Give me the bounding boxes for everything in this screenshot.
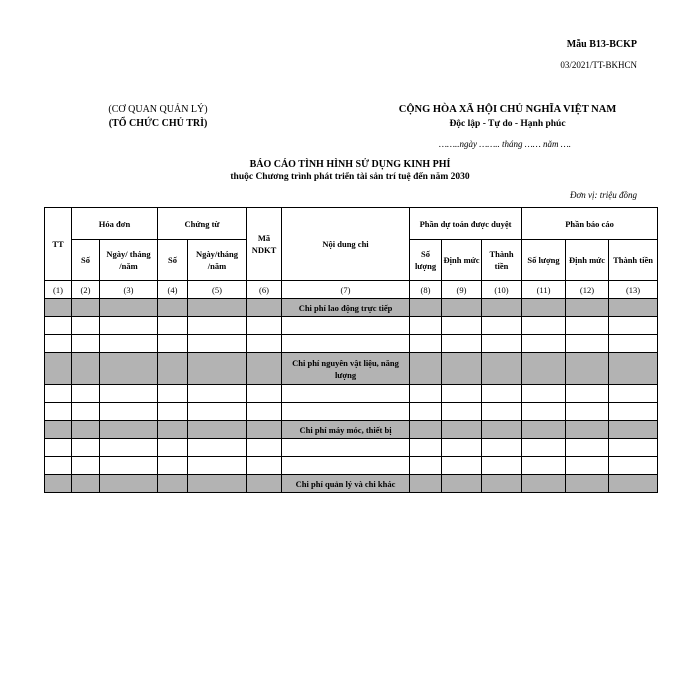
index-cell: (11) bbox=[522, 281, 566, 299]
index-cell: (6) bbox=[247, 281, 282, 299]
section-label: Chi phí lao động trực tiếp bbox=[282, 299, 410, 317]
table-row bbox=[45, 385, 658, 403]
index-cell: (10) bbox=[482, 281, 522, 299]
circular-number: 03/2021/TT-BKHCN bbox=[560, 60, 637, 70]
index-cell: (13) bbox=[609, 281, 658, 299]
col-voucher-date: Ngày/tháng /năm bbox=[188, 240, 247, 281]
col-report-amount: Thành tiền bbox=[609, 240, 658, 281]
agency-block bbox=[98, 103, 218, 131]
col-report-norm: Định mức bbox=[566, 240, 609, 281]
index-cell: (5) bbox=[188, 281, 247, 299]
expense-report-table bbox=[44, 207, 658, 493]
date-line: ……..ngày …….. tháng …… năm …. bbox=[438, 139, 571, 149]
col-budget-qty: Số lượng bbox=[410, 240, 442, 281]
index-cell: (12) bbox=[566, 281, 609, 299]
index-cell: (1) bbox=[45, 281, 72, 299]
index-cell: (7) bbox=[282, 281, 410, 299]
index-row bbox=[45, 281, 658, 299]
col-invoice-no: Số bbox=[72, 240, 100, 281]
section-row-management bbox=[45, 475, 658, 493]
agency-line-1: (CƠ QUAN QUẢN LÝ) bbox=[108, 104, 208, 115]
index-cell: (4) bbox=[158, 281, 188, 299]
table-row bbox=[45, 317, 658, 335]
section-row-equipment bbox=[45, 421, 658, 439]
title-line-1: BÁO CÁO TÌNH HÌNH SỬ DỤNG KINH PHÍ bbox=[249, 159, 451, 170]
nation-name: CỘNG HÒA XÃ HỘI CHỦ NGHĨA VIỆT NAM bbox=[398, 104, 617, 115]
table-row bbox=[45, 403, 658, 421]
national-motto bbox=[390, 103, 625, 131]
col-ndkt: Mã NDKT bbox=[247, 208, 282, 281]
group-report: Phần báo cáo bbox=[522, 208, 658, 240]
index-cell: (2) bbox=[72, 281, 100, 299]
section-row-materials bbox=[45, 353, 658, 385]
section-label: Chi phí máy móc, thiết bị bbox=[282, 421, 410, 439]
col-voucher-no: Số bbox=[158, 240, 188, 281]
col-invoice-date: Ngày/ tháng /năm bbox=[100, 240, 158, 281]
group-voucher: Chứng từ bbox=[158, 208, 247, 240]
index-cell: (8) bbox=[410, 281, 442, 299]
col-budget-norm: Định mức bbox=[442, 240, 482, 281]
group-budget: Phần dự toán được duyệt bbox=[410, 208, 522, 240]
col-budget-amount: Thành tiền bbox=[482, 240, 522, 281]
form-code: Mẫu B13-BCKP bbox=[566, 39, 637, 50]
table-row bbox=[45, 439, 658, 457]
col-tt: TT bbox=[45, 208, 72, 281]
agency-line-2: (TỔ CHỨC CHỦ TRÌ) bbox=[108, 118, 208, 129]
index-cell: (3) bbox=[100, 281, 158, 299]
section-label: Chi phí nguyên vật liệu, năng lượng bbox=[282, 353, 410, 385]
header-row-1 bbox=[45, 208, 658, 240]
index-cell: (9) bbox=[442, 281, 482, 299]
group-invoice: Hóa đơn bbox=[72, 208, 158, 240]
section-label: Chi phí quản lý và chi khác bbox=[282, 475, 410, 493]
report-title bbox=[150, 158, 550, 184]
title-line-2: thuộc Chương trình phát triển tài sản trí tuệ đến năm 2030 bbox=[230, 172, 470, 182]
unit-label: Đơn vị: triệu đồng bbox=[569, 190, 637, 200]
table-row bbox=[45, 335, 658, 353]
col-content: Nội dung chi bbox=[282, 208, 410, 281]
col-report-qty: Số lượng bbox=[522, 240, 566, 281]
nation-motto: Độc lập - Tự do - Hạnh phúc bbox=[449, 119, 566, 129]
section-row-labor bbox=[45, 299, 658, 317]
table-row bbox=[45, 457, 658, 475]
